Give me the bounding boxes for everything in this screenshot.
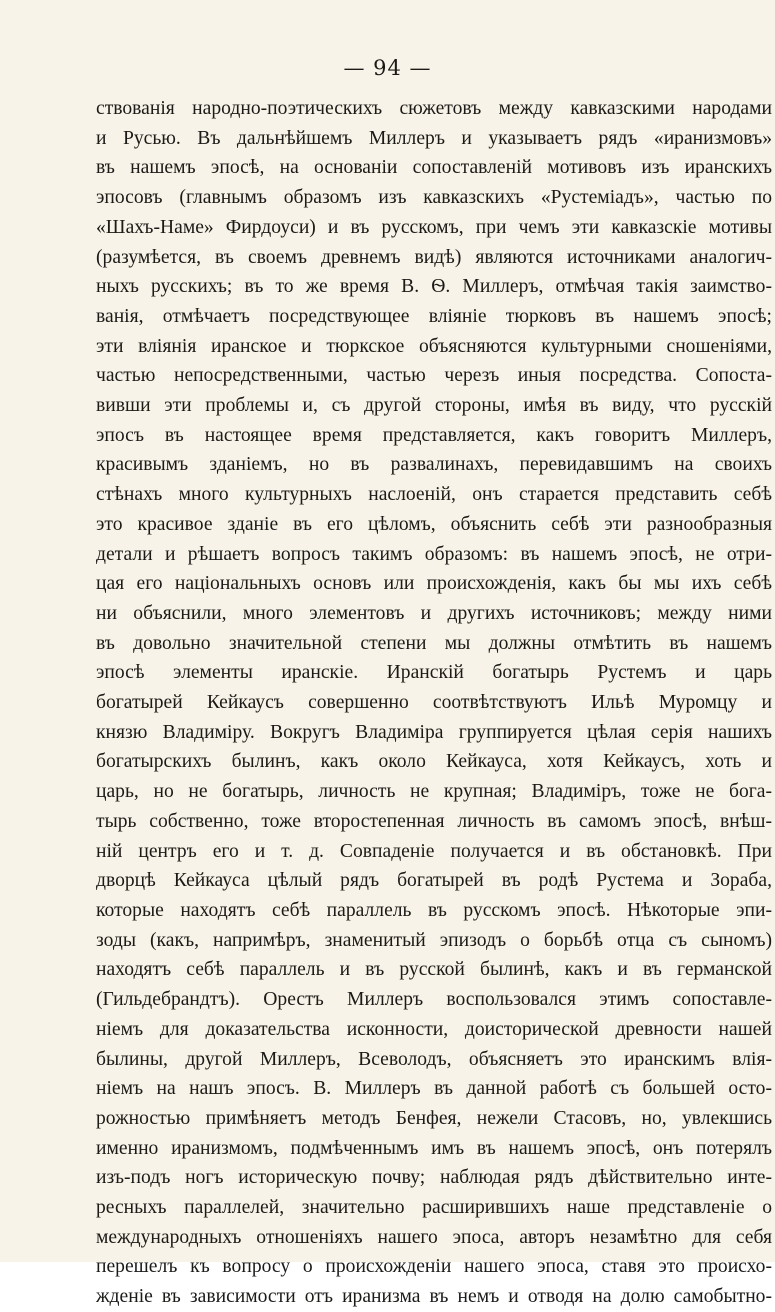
- text-line: ній центръ его и т. д. Совпаденіе получается и въ обстановкѣ. При: [96, 840, 772, 862]
- text-line: ванія, отмѣчаетъ посредствующее вліяніе тюрковъ въ нашемъ эпосѣ;: [96, 305, 772, 327]
- text-line: былины, другой Миллеръ, Всеволодъ, объясняетъ это иранскимъ влія-: [96, 1048, 772, 1070]
- text-line: вивши эти проблемы и, съ другой стороны, имѣя въ виду, что русскій: [96, 395, 772, 417]
- text-line: ныхъ русскихъ; въ то же время В. Ѳ. Миллеръ, отмѣчая такія заимство-: [96, 276, 772, 298]
- body-text: [96, 94, 772, 1312]
- text-line: эпосъ въ настоящее время представляется, какъ говоритъ Миллеръ,: [96, 424, 772, 446]
- text-line: зоды (какъ, напримѣръ, знаменитый эпизодъ о борьбѣ отца съ сыномъ): [96, 929, 772, 951]
- text-line: ствованія народно-поэтическихъ сюжетовъ между кавказскими народами: [96, 98, 772, 119]
- text-line: эпосѣ элементы иранскіе. Иранскій богатырь Рустемъ и царь: [96, 662, 772, 684]
- text-line: именно иранизмомъ, подмѣченнымъ имъ въ нашемъ эпосѣ, онъ потерялъ: [96, 1137, 772, 1159]
- text-line: (Гильдебрандтъ). Орестъ Миллеръ воспользовался этимъ сопоставле-: [96, 989, 772, 1011]
- text-line: князю Владиміру. Вокругъ Владиміра группируется цѣлая серія нашихъ: [96, 721, 772, 743]
- text-line: которые находятъ себѣ параллель въ русскомъ эпосѣ. Нѣкоторые эпи-: [96, 899, 772, 921]
- text-line: въ довольно значительной степени мы должны отмѣтить въ нашемъ: [96, 632, 772, 654]
- text-line: и Русью. Въ дальнѣйшемъ Миллеръ и указываетъ рядъ «иранизмовъ»: [96, 127, 772, 149]
- text-line: въ нашемъ эпосѣ, на основаніи сопоставленій мотивовъ изъ иранскихъ: [96, 157, 772, 179]
- text-line: частью непосредственными, частью черезъ иныя посредства. Сопоста-: [96, 365, 772, 387]
- text-line: жденіе въ зависимости отъ иранизма въ немъ и отводя на долю самобытно-: [96, 1286, 772, 1308]
- text-line: богатырей Кейкаусъ совершенно соотвѣтствуютъ Ильѣ Муромцу и: [96, 692, 772, 714]
- text-line: красивымъ зданіемъ, но въ развалинахъ, перевидавшимъ на своихъ: [96, 454, 772, 476]
- text-line: тырь собственно, тоже второстепенная личность въ самомъ эпосѣ, внѣш-: [96, 810, 772, 832]
- text-line: это красивое зданіе въ его цѣломъ, объяснить себѣ эти разнообразныя: [96, 513, 772, 535]
- text-line: стѣнахъ много культурныхъ наслоеній, онъ старается представить себѣ: [96, 484, 772, 506]
- text-line: дворцѣ Кейкауса цѣлый рядъ богатырей въ родѣ Рустема и Зораба,: [96, 870, 772, 892]
- text-line: международныхъ отношеніяхъ нашего эпоса, авторъ незамѣтно для себя: [96, 1226, 772, 1248]
- text-line: ніемъ для доказательства исконности, доисторической древности нашей: [96, 1018, 772, 1040]
- text-line: эпосовъ (главнымъ образомъ изъ кавказскихъ «Рустеміадъ», частью по: [96, 187, 772, 209]
- text-line: перешелъ къ вопросу о происхожденіи нашего эпоса, ставя это происхо-: [96, 1256, 772, 1278]
- text-line: (разумѣется, въ своемъ древнемъ видѣ) являются источниками аналогич-: [96, 246, 772, 268]
- text-line: «Шахъ-Наме» Фирдоуси) и въ русскомъ, при чемъ эти кавказскіе мотивы: [96, 216, 772, 238]
- text-line: находятъ себѣ параллель и въ русской былинѣ, какъ и въ германской: [96, 959, 772, 981]
- text-line: богатырскихъ былинъ, какъ около Кейкауса, хотя Кейкаусъ, хоть и: [96, 751, 772, 773]
- text-line: царь, но не богатырь, личность не крупная; Владиміръ, тоже не бога-: [96, 781, 772, 803]
- text-line: рожностью примѣняетъ методъ Бенфея, нежели Стасовъ, но, увлекшись: [96, 1107, 772, 1129]
- text-line: детали и рѣшаетъ вопросъ такимъ образомъ: въ нашемъ эпосѣ, не отри-: [96, 543, 772, 565]
- text-line: ни объяснили, много элементовъ и другихъ источниковъ; между ними: [96, 602, 772, 624]
- text-line: цая его національныхъ основъ или происхожденія, какъ бы мы ихъ себѣ: [96, 573, 772, 595]
- page-number: — 94 —: [343, 56, 432, 80]
- text-line: изъ-подъ ногъ историческую почву; наблюдая рядъ дѣйствительно инте-: [96, 1167, 772, 1189]
- text-line: ресныхъ параллелей, значительно расширившихъ наше представленіе о: [96, 1197, 772, 1219]
- text-line: ніемъ на нашъ эпосъ. В. Миллеръ въ данной работѣ съ большей осто-: [96, 1078, 772, 1100]
- text-line: эти вліянія иранское и тюркское объясняются культурными сношеніями,: [96, 335, 772, 357]
